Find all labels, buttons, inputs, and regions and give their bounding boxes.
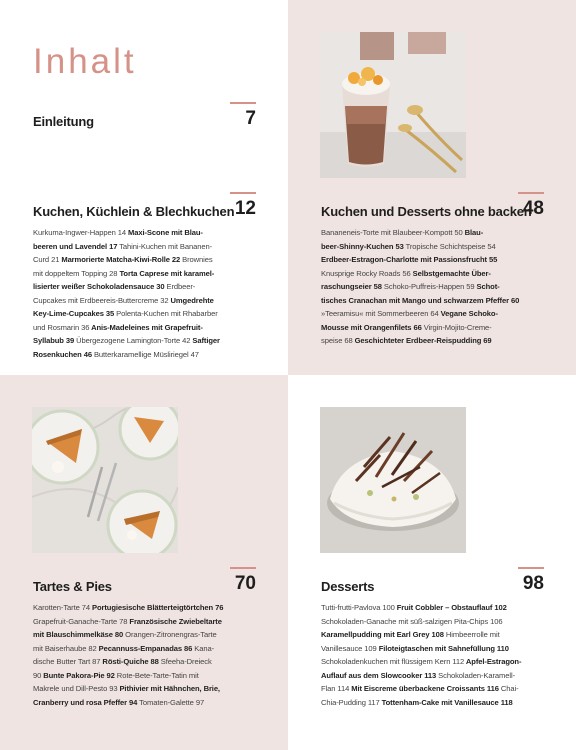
intro-page-number: 7 — [245, 108, 256, 129]
recipe-entry: Orangen-Zitronengras-Tarte — [123, 630, 217, 639]
recipe-entry: Polenta-Kuchen mit Rhabarber — [114, 309, 218, 318]
pavlova-photo — [320, 407, 466, 553]
recipe-entry: Rosenkuchen 46 — [33, 349, 92, 359]
recipe-list — [33, 601, 223, 709]
recipe-entry: beer-Shinny-Kuchen 53 — [321, 241, 404, 251]
recipe-entry: Apfel-Estragon- — [464, 657, 522, 666]
recipe-line — [33, 642, 223, 656]
section-page-number: 98 — [522, 573, 544, 594]
recipe-entry: Mousse mit Orangenfilets 66 — [321, 322, 422, 332]
recipe-line — [33, 226, 220, 240]
recipe-entry: Kurkuma-Ingwer-Happen 14 — [33, 228, 126, 237]
recipe-entry: Vegane Schoko- — [438, 309, 498, 318]
recipe-line — [33, 615, 223, 629]
recipe-entry: Bananeneis-Torte mit Blaubeer-Kompott 50 — [321, 228, 463, 237]
recipe-line — [33, 348, 220, 362]
recipe-entry: Französische Zwiebeltarte — [127, 616, 222, 626]
recipe-entry: Key-Lime-Cupcakes 35 — [33, 309, 115, 318]
recipe-entry: mit Blauschimmelkäse 80 — [33, 630, 124, 639]
recipe-entry: tisches Cranachan mit Mango und schwarzem Pfeffer 60 — [321, 295, 520, 305]
recipe-entry: Tottenham-Cake mit Vanillesauce 118 — [379, 697, 513, 707]
recipe-line — [33, 628, 223, 642]
recipe-entry: Saftiger — [190, 336, 220, 345]
page-title: Inhalt — [33, 42, 137, 81]
recipe-entry: Makrele und Dill-Pesto 93 — [33, 684, 118, 693]
recipe-line — [321, 669, 521, 683]
recipe-entry: Flan 114 — [321, 684, 350, 693]
recipe-entry: mit Baiserhaube 82 — [33, 643, 97, 653]
recipe-line — [33, 253, 220, 267]
recipe-line — [321, 226, 519, 240]
recipe-entry: Karamellpudding mit Earl Grey 108 — [321, 630, 444, 639]
recipe-line — [33, 682, 223, 696]
section-page-number: 12 — [234, 198, 256, 219]
recipe-entry: Umgedrehte — [168, 295, 214, 305]
accent-rule — [230, 567, 256, 569]
accent-rule — [518, 567, 544, 569]
recipe-line — [321, 240, 519, 254]
recipe-list — [321, 226, 519, 348]
recipe-entry: Bunte Pakora-Pie 92 — [41, 670, 115, 680]
section-page-number: 70 — [234, 573, 256, 594]
intro-title: Einleitung — [33, 114, 94, 129]
quadrant-bottom-left — [0, 375, 288, 750]
recipe-entry: Schokoladen-Karamell- — [436, 670, 516, 680]
recipe-entry: Vanillesauce 109 — [321, 643, 377, 653]
recipe-line — [321, 253, 519, 267]
recipe-entry: Blau- — [462, 228, 484, 237]
recipe-line — [321, 696, 521, 710]
recipe-line — [33, 307, 220, 321]
recipe-line — [33, 240, 220, 254]
recipe-entry: Maxi-Scone mit Blau- — [126, 228, 203, 237]
recipe-entry: Schokoladen-Ganache mit süß-salzigen Pita-Chips 106 — [321, 616, 503, 626]
recipe-entry: Chai- — [498, 684, 519, 693]
recipe-entry: Tropische Schichtspeise 54 — [403, 241, 496, 251]
recipe-entry: Torta Caprese mit karamel- — [117, 268, 215, 278]
recipe-entry: Knusprige Rocky Roads 56 — [321, 268, 411, 278]
recipe-entry: Rösti-Quiche 88 — [100, 657, 159, 666]
recipe-entry: Schot- — [474, 282, 500, 291]
recipe-entry: Sfeeha-Dreieck — [158, 657, 212, 666]
recipe-entry: Anis-Madeleines mit Grapefruit- — [89, 322, 203, 332]
recipe-entry: Pecannuss-Empanadas 86 — [96, 643, 193, 653]
section-page-number: 48 — [522, 198, 544, 219]
recipe-line — [321, 334, 519, 348]
recipe-entry: Auflauf aus dem Slowcooker 113 — [321, 670, 437, 680]
recipe-entry: Butterkaramellige Müsliriegel 47 — [91, 349, 199, 359]
recipe-line — [321, 642, 521, 656]
recipe-line — [321, 280, 519, 294]
recipe-entry: Übergezogene Lamington-Torte 42 — [74, 336, 191, 345]
recipe-line — [321, 682, 521, 696]
section-title: Tartes & Pies — [33, 579, 112, 594]
recipe-list — [321, 601, 521, 709]
section-title: Kuchen und Desserts ohne backen — [321, 204, 532, 219]
recipe-entry: Curd 21 — [33, 255, 60, 264]
recipe-entry: Chia-Pudding 117 — [321, 697, 380, 707]
recipe-entry: speise 68 — [321, 336, 353, 345]
quadrant-top-right — [288, 0, 576, 375]
section-title: Desserts — [321, 579, 375, 594]
recipe-entry: dische Butter Tart 87 — [33, 657, 101, 666]
recipe-line — [321, 267, 519, 281]
recipe-entry: Tahini-Kuchen mit Bananen- — [117, 241, 213, 251]
recipe-entry: Karotten-Tarte 74 — [33, 603, 90, 612]
recipe-entry: Tutti-frutti-Pavlova 100 — [321, 603, 395, 612]
dessert-cups-photo — [320, 32, 466, 178]
recipe-line — [33, 267, 220, 281]
recipe-entry: Fruit Cobbler – Obstauflauf 102 — [394, 603, 507, 612]
recipe-entry: raschungseier 58 — [321, 282, 382, 291]
recipe-entry: Virgin-Mojito-Creme- — [421, 322, 492, 332]
recipe-entry: mit doppeltem Topping 28 — [33, 268, 118, 278]
section-title: Kuchen, Küchlein & Blechkuchen — [33, 204, 235, 219]
recipe-entry: Himbeerrolle mit — [443, 630, 500, 639]
recipe-entry: Kana- — [192, 643, 215, 653]
recipe-entry: Rote-Bete-Tarte-Tatin mit — [114, 670, 199, 680]
recipe-entry: Geschichteter Erdbeer-Reispudding 69 — [352, 336, 492, 345]
recipe-entry: und Rosmarin 36 — [33, 322, 90, 332]
recipe-line — [33, 601, 223, 615]
recipe-entry: 90 — [33, 670, 42, 680]
recipe-entry: Cranberry und rosa Pfeffer 94 — [33, 697, 138, 707]
recipe-entry: Tomaten-Galette 97 — [137, 697, 205, 707]
recipe-entry: Erdbeer-Estragon-Charlotte mit Passionsfrucht 55 — [321, 255, 498, 264]
recipe-entry: beeren und Lavendel 17 — [33, 241, 118, 251]
recipe-entry: lisierter weißer Schokoladensauce 30 — [33, 282, 165, 291]
recipe-entry: Filoteigtaschen mit Sahnefüllung 110 — [376, 643, 509, 653]
accent-rule — [518, 192, 544, 194]
recipe-list — [33, 226, 220, 361]
recipe-entry: Cupcakes mit Erdbeereis-Buttercreme 32 — [33, 295, 169, 305]
recipe-line — [33, 294, 220, 308]
recipe-line — [321, 321, 519, 335]
recipe-entry: Brownies — [180, 255, 213, 264]
recipe-entry: Erdbeer- — [164, 282, 196, 291]
recipe-line — [321, 615, 521, 629]
recipe-entry: Syllabub 39 — [33, 336, 75, 345]
recipe-entry: Schoko-Puffreis-Happen 59 — [381, 282, 475, 291]
accent-rule — [230, 102, 256, 104]
recipe-line — [33, 655, 223, 669]
accent-rule — [230, 192, 256, 194]
recipe-line — [321, 294, 519, 308]
pie-slices-photo — [32, 407, 178, 553]
recipe-entry: »Teeramisu« mit Sommerbeeren 64 — [321, 309, 439, 318]
recipe-line — [33, 321, 220, 335]
recipe-entry: Portugiesische Blätterteigtörtchen 76 — [89, 603, 224, 612]
recipe-line — [321, 601, 521, 615]
quadrant-top-left — [0, 0, 288, 375]
recipe-entry: Mit Eiscreme überbackene Croissants 116 — [349, 684, 499, 693]
recipe-line — [33, 696, 223, 710]
recipe-entry: Marmorierte Matcha-Kiwi-Rolle 22 — [59, 255, 181, 264]
recipe-entry: Grapefruit-Ganache-Tarte 78 — [33, 616, 128, 626]
recipe-line — [33, 280, 220, 294]
recipe-line — [33, 334, 220, 348]
recipe-entry: Selbstgemachte Über- — [410, 268, 491, 278]
recipe-line — [321, 655, 521, 669]
quadrant-bottom-right — [288, 375, 576, 750]
recipe-entry: Pithivier mit Hähnchen, Brie, — [117, 684, 220, 693]
recipe-line — [321, 307, 519, 321]
recipe-line — [321, 628, 521, 642]
recipe-line — [33, 669, 223, 683]
recipe-entry: Schokoladenkuchen mit flüssigem Kern 112 — [321, 657, 465, 666]
